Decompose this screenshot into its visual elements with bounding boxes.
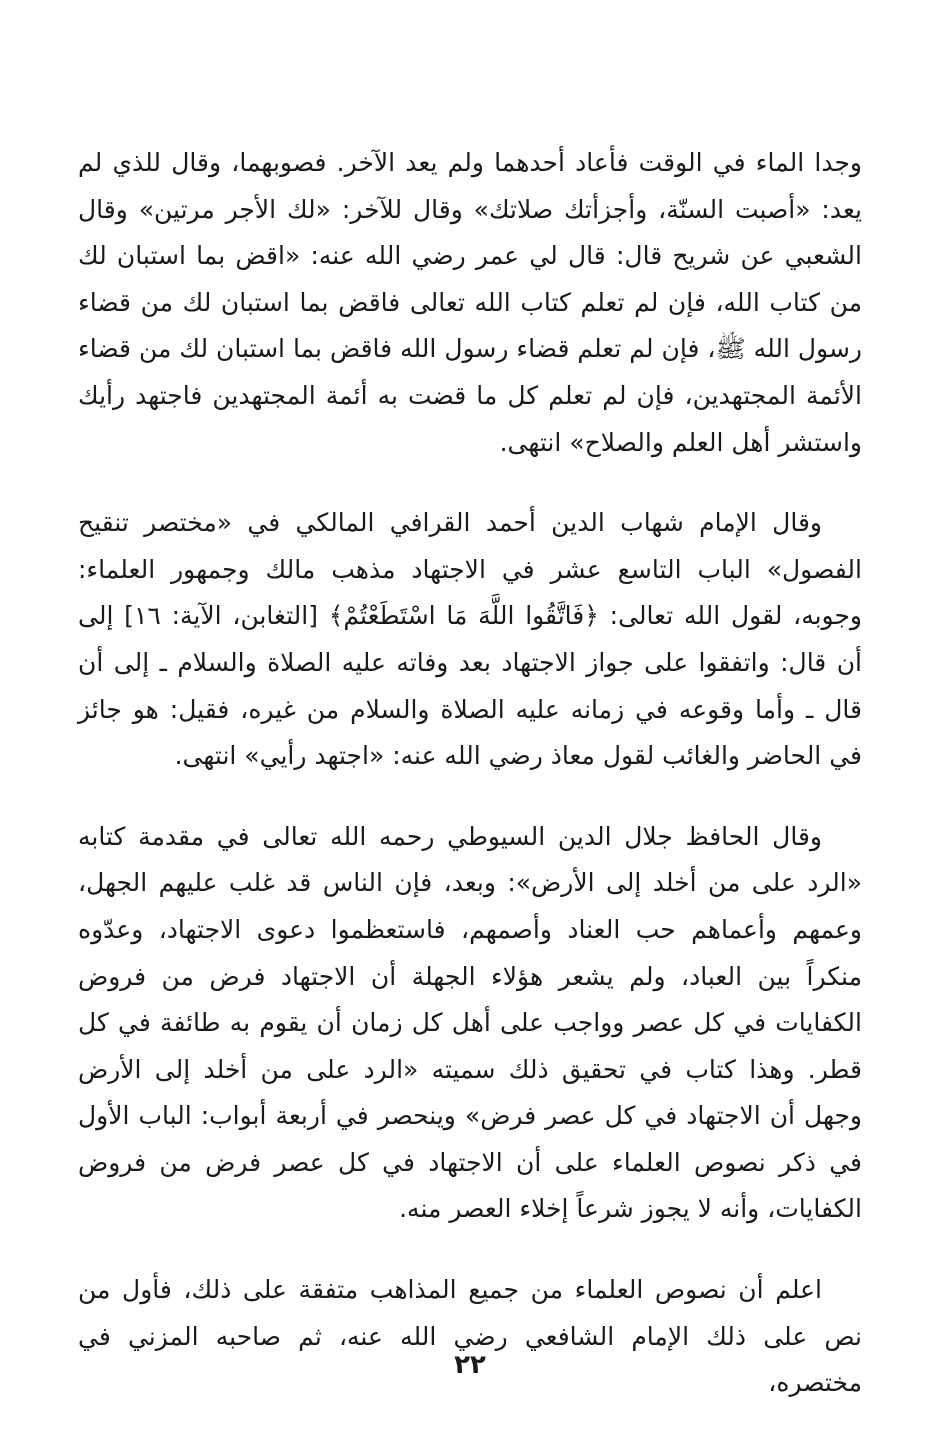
paragraph-3: وقال الحافظ جلال الدين السيوطي رحمه الله تعالى في مقدمة كتابه «الرد على من أخلد إلى الأرض»: وبعد، فإن الناس قد غلب عليهم الجهل، وعمهم وأعماهم حب العناد وأصمهم، فاستعظموا دعوى الاجتهاد، وعدّوه منكراً بين العباد، ولم يشعر هؤلاء الجهلة أن الاجتهاد فرض من فروض الكفايات في كل عصر وواجب على أهل كل زمان أن يقوم به طائفة في كل قطر. وهذا كتاب في تحقيق ذلك سميته «الرد على من أخلد إلى الأرض وجهل أن الاجتهاد في كل عصر فرض» وينحصر في أربعة أبواب: الباب الأول في ذكر نصوص العلماء على أن الاجتهاد في كل عصر فرض من فروض الكفايات، وأنه لا يجوز شرعاً إخلاء العصر منه. [78, 821, 862, 1224]
paragraph-2: وقال الإمام شهاب الدين أحمد القرافي المالكي في «مختصر تنقيح الفصول» الباب التاسع عشر في الاجتهاد مذهب مالك وجمهور العلماء: وجوبه، لقول الله تعالى: ﴿فَاتَّقُوا اللَّهَ مَا اسْتَطَعْتُمْ﴾ [التغابن، الآية: ١٦] إلى أن قال: واتفقوا على جواز الاجتهاد بعد وفاته عليه الصلاة والسلام ـ إلى أن قال ـ وأما وقوعه في زمانه عليه الصلاة والسلام من غيره، فقيل: هو جائز في الحاضر والغائب لقول معاذ رضي الله عنه: «اجتهد رأيي» انتهى. [78, 508, 862, 771]
page-number: ٢٢ [454, 1350, 486, 1380]
paragraph-4: اعلم أن نصوص العلماء من جميع المذاهب متفقة على ذلك، فأول من نص على ذلك الإمام الشافعي رضي الله عنه، ثم صاحبه المزني في مختصره، [78, 1275, 862, 1398]
paragraph-1: وجدا الماء في الوقت فأعاد أحدهما ولم يعد الآخر. فصوبهما، وقال للذي لم يعد: «أصبت السنّة، وأجزأتك صلاتك» وقال للآخر: «لك الأجر مرتين» وقال الشعبي عن شريح قال: قال لي عمر رضي الله عنه: «اقض بما استبان لك من كتاب الله، فإن لم تعلم كتاب الله تعالى فاقض بما استبان لك من قضاء رسول الله ﷺ، فإن لم تعلم قضاء رسول الله فاقض بما استبان لك من قضاء الأئمة المجتهدين، فإن لم تعلم كل ما قضت به أئمة المجتهدين فاجتهد رأيك واستشر أهل العلم والصلاح» انتهى. [78, 148, 862, 457]
body-text [78, 140, 862, 1441]
